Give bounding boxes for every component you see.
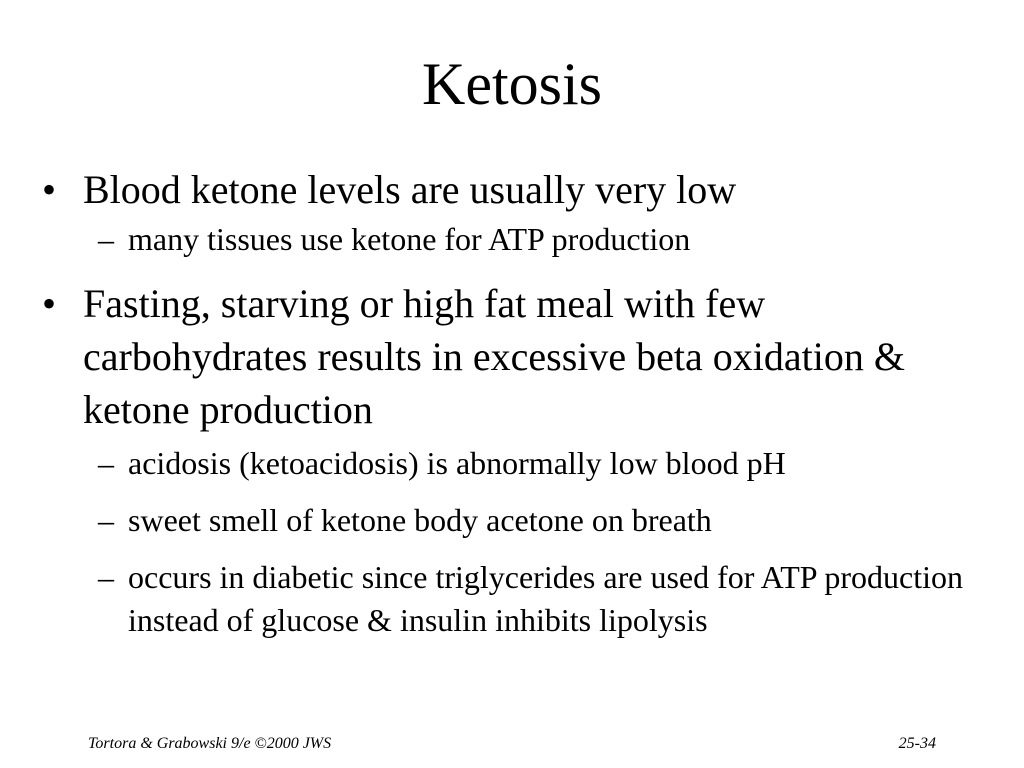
sub-bullet-text: acidosis (ketoacidosis) is abnormally low blood pH bbox=[128, 445, 786, 481]
footer-page-number: 25-34 bbox=[898, 735, 936, 752]
sub-bullet-text: sweet smell of ketone body acetone on breath bbox=[128, 502, 712, 538]
bullet-item bbox=[40, 163, 1000, 216]
sub-bullet-marker: – bbox=[98, 559, 114, 595]
bullet-item bbox=[40, 277, 1000, 436]
bullet-text: Fasting, starving or high fat meal with few carbohydrates results in excessive beta oxidation & ketone production bbox=[83, 281, 905, 432]
sub-bullet-marker: – bbox=[98, 445, 114, 481]
bullet-marker: • bbox=[42, 281, 57, 326]
sub-bullet-marker: – bbox=[98, 221, 114, 257]
sub-bullet-item bbox=[40, 499, 1000, 542]
bullet-text: Blood ketone levels are usually very low bbox=[83, 167, 737, 212]
sub-bullet-marker: – bbox=[98, 502, 114, 538]
sub-bullet-item bbox=[40, 556, 1000, 642]
slide-title: Ketosis bbox=[422, 51, 602, 117]
footer-citation: Tortora & Grabowski 9/e ©2000 JWS bbox=[88, 735, 332, 752]
sub-bullet-item bbox=[40, 442, 1000, 485]
sub-bullet-text: many tissues use ketone for ATP production bbox=[128, 221, 691, 257]
sub-bullet-item bbox=[40, 218, 1000, 261]
sub-bullet-text: occurs in diabetic since triglycerides are used for ATP production instead of glucose & insulin inhibits lipolysis bbox=[128, 559, 963, 638]
slide-body bbox=[40, 163, 1000, 642]
bullet-marker: • bbox=[42, 167, 57, 212]
